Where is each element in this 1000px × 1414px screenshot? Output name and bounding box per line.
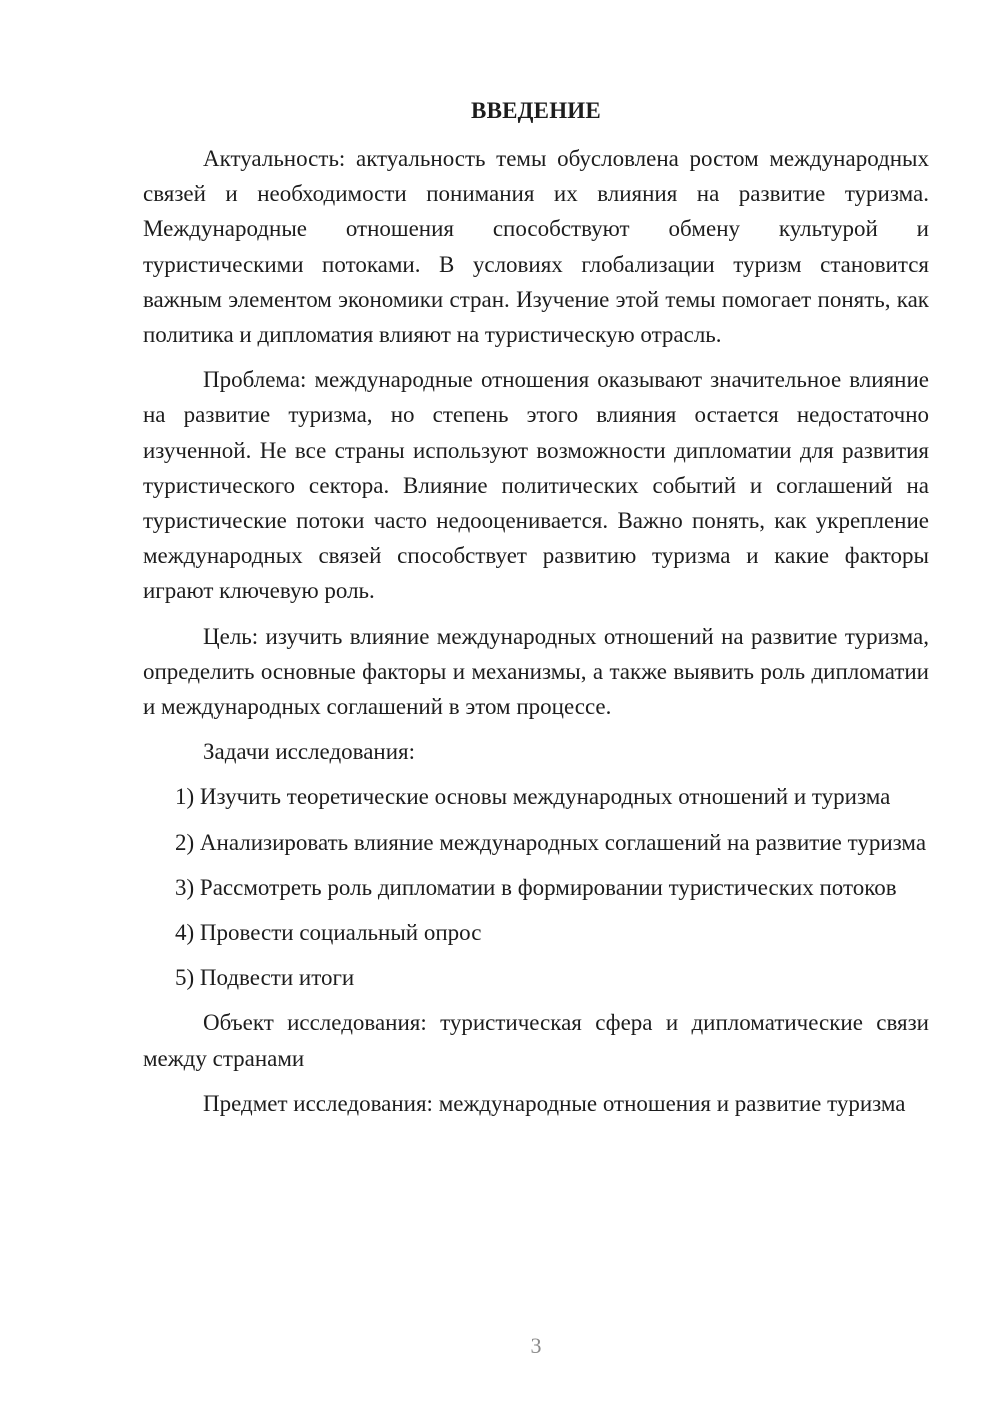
task-item-5: 5) Подвести итоги — [175, 965, 355, 991]
goal-paragraph: Цель: изучить влияние международных отношений на развитие туризма, определить основные факторы и механизмы, а также выявить роль дипломатии и международных соглашений в этом процессе. — [143, 623, 929, 720]
section-heading: ВВЕДЕНИЕ — [471, 98, 601, 123]
subject-paragraph: Предмет исследования: международные отношения и развитие туризма — [203, 1090, 906, 1116]
task-item-3: 3) Рассмотреть роль дипломатии в формировании туристических потоков — [175, 874, 897, 900]
problem-paragraph: Проблема: международные отношения оказывают значительное влияние на развитие туризма, но степень этого влияния остается недостаточно изученной. Не все страны используют возможности дипломатии для развития туристического сектора. Влияние политических событий и соглашений на туристические потоки часто недооценивается. Важно понять, как укрепление международных связей способствует развитию туризма и какие факторы играют ключевую роль. — [143, 367, 929, 604]
task-item-2: 2) Анализировать влияние международных соглашений на развитие туризма — [175, 829, 927, 855]
task-item-4: 4) Провести социальный опрос — [175, 920, 482, 946]
page-number: 3 — [530, 1333, 542, 1358]
object-paragraph: Объект исследования: туристическая сфера и дипломатические связи между странами — [143, 1010, 929, 1071]
document-body — [143, 141, 929, 1131]
tasks-title: Задачи исследования: — [203, 739, 416, 765]
relevance-paragraph: Актуальность: актуальность темы обусловлена ростом международных связей и необходимости понимания их влияния на развитие туризма. Международные отношения способствуют обмену культурой и туристическими потоками. В условиях глобализации туризм становится важным элементом экономики стран. Изучение этой темы помогает понять, как политика и дипломатия влияют на туристическую отрасль. — [143, 146, 929, 348]
task-item-1: 1) Изучить теоретические основы международных отношений и туризма — [175, 784, 891, 810]
